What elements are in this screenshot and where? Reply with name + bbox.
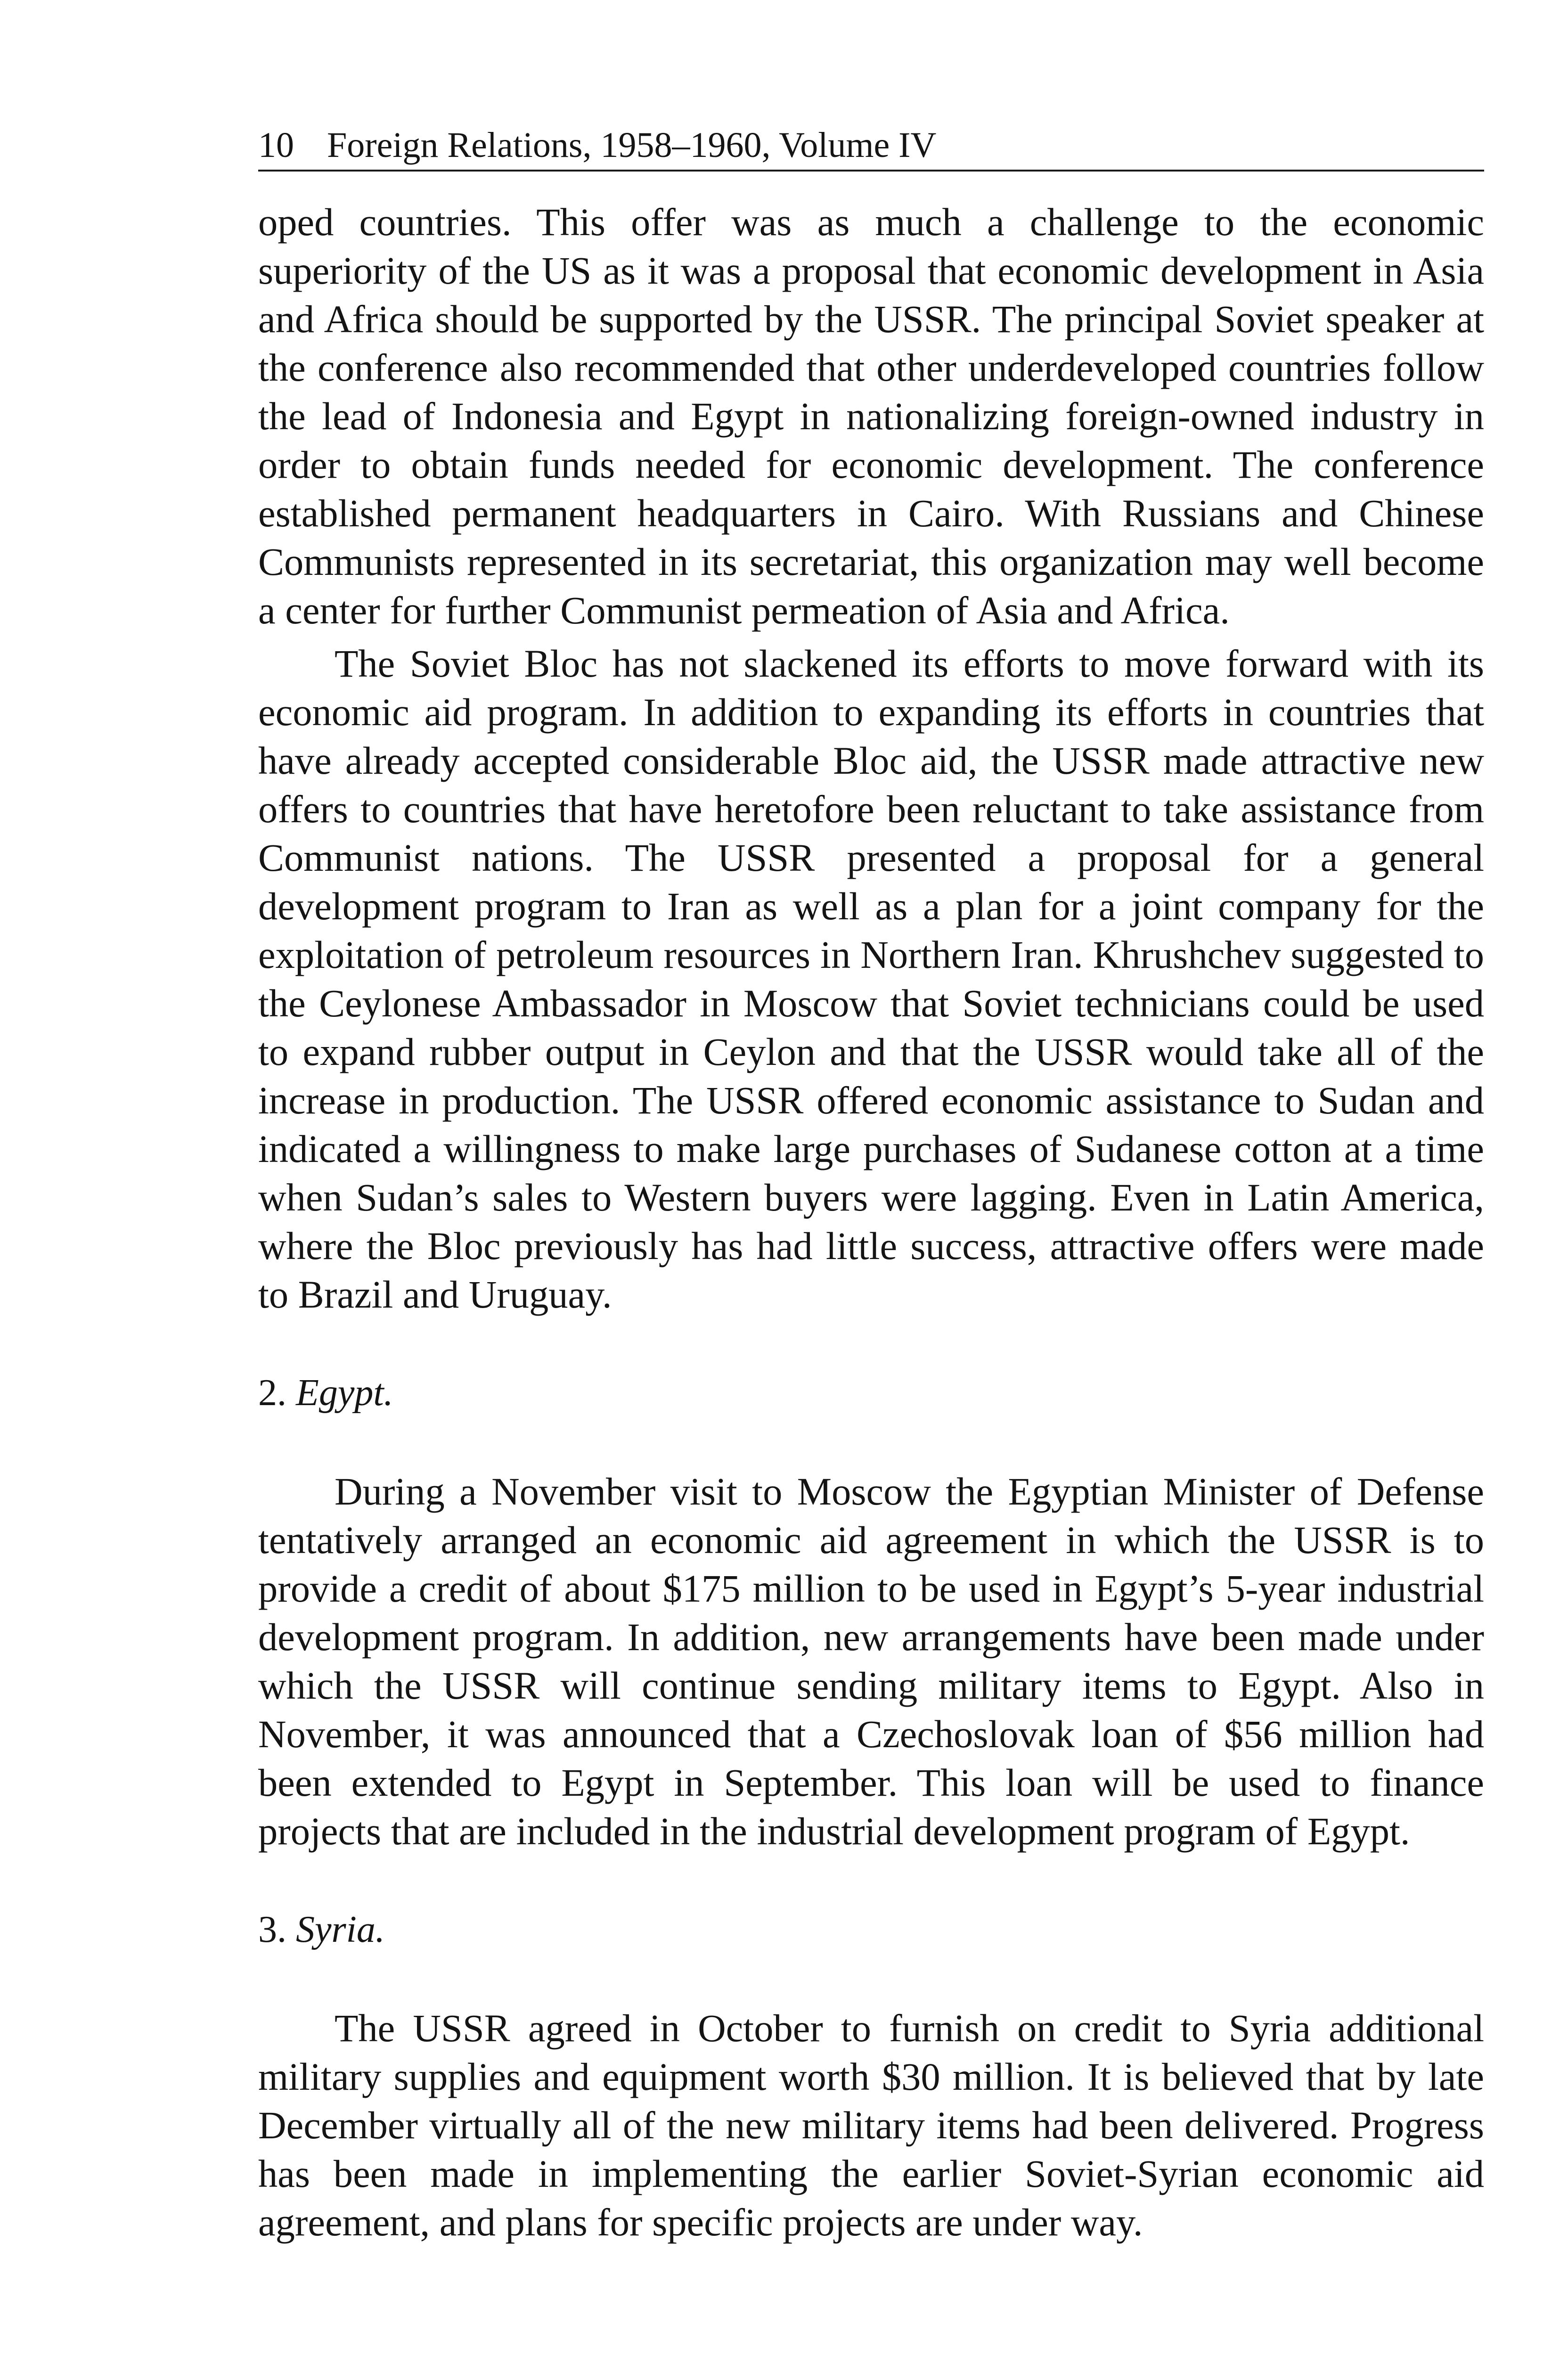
body-text [258,198,1484,2247]
paragraph-soviet-bloc-aid: The Soviet Bloc has not slackened its efforts to move forward with its economic aid program. In addition to expanding its efforts in countries that have already accepted considerable Bloc aid, the USSR made attractive new offers to countries that have heretofore been reluctant to take assistance from Communist nations. The USSR presented a proposal for a general development program to Iran as well as a plan for a joint company for the exploitation of petroleum resources in Northern Iran. Khrushchev suggested to the Ceylonese Ambassador in Moscow that Soviet technicians could be used to expand rubber output in Ceylon and that the USSR would take all of the increase in production. The USSR offered economic assistance to Sudan and indicated a willingness to make large purchases of Sudanese cotton at a time when Sudan’s sales to Western buyers were lagging. Even in Latin America, where the Bloc previously has had little success, attractive offers were made to Brazil and Uruguay. [258,642,1484,1316]
paragraph-continued: oped countries. This offer was as much a challenge to the economic superiority of the US as it was a proposal that economic development in Asia and Africa should be supported by the USSR. The principal Soviet speaker at the conference also recommended that other underdeveloped countries follow the lead of Indonesia and Egypt in nationalizing foreign-owned industry in order to obtain funds needed for economic development. The conference established permanent headquarters in Cairo. With Russians and Chinese Communists represented in its secretariat, this organization may well become a center for further Communist permeation of Asia and Africa. [258,200,1484,632]
document-page [258,113,1484,2247]
paragraph-syria: The USSR agreed in October to furnish on credit to Syria additional military supplies and equipment worth $30 million. It is believed that by late December virtually all of the new military items had been delivered. Progress has been made in implementing the earlier Soviet-Syrian economic aid agreement, and plans for specific projects are under way. [258,2006,1484,2244]
running-head [258,113,1484,172]
page-number: 10 [258,125,294,165]
section-heading-syria [258,1906,1484,1954]
section-number: 3. [258,1909,286,1950]
section-heading-egypt [258,1369,1484,1417]
paragraph-egypt: During a November visit to Moscow the Egyptian Minister of Defense tentatively arranged an economic aid agreement in which the USSR is to provide a credit of about $175 million to be used in Egypt’s 5-year industrial development program. In addition, new arrangements have been made under which the USSR will continue sending military items to Egypt. Also in November, it was announced that a Czechoslovak loan of $56 million had been extended to Egypt in September. This loan will be used to finance projects that are included in the industrial development program of Egypt. [258,1470,1484,1853]
running-head-title: Foreign Relations, 1958–1960, Volume IV [327,125,937,165]
section-title: Syria. [296,1909,385,1950]
section-title: Egypt. [296,1372,393,1414]
section-number: 2. [258,1372,286,1414]
